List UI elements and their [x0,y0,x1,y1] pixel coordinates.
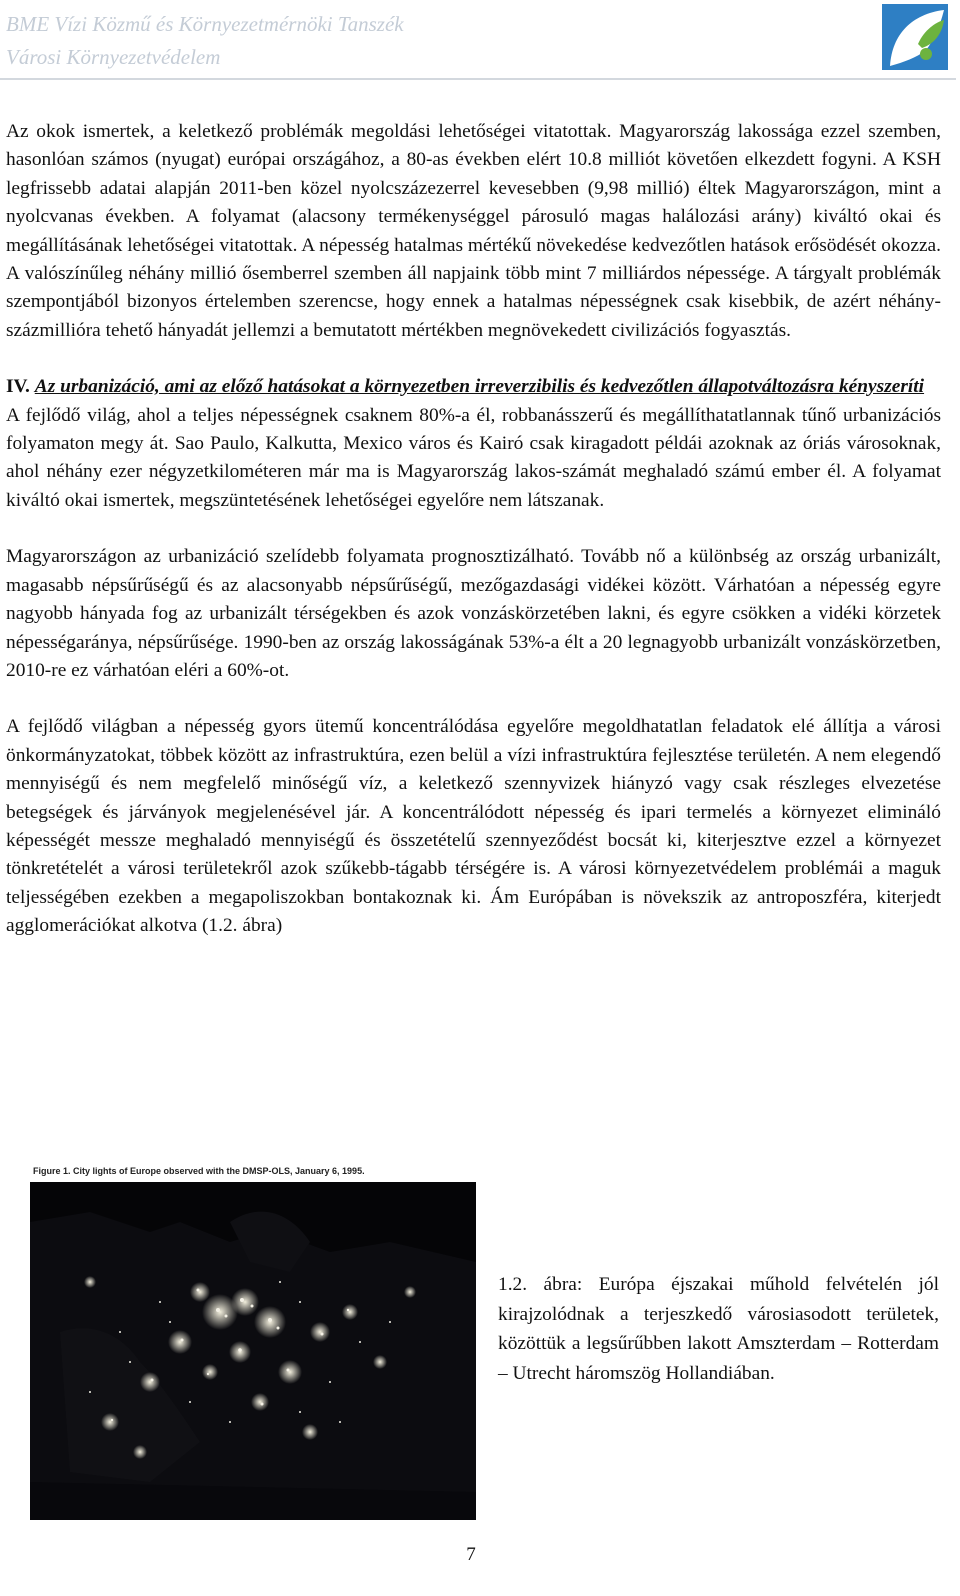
paragraph-population: Az okok ismertek, a keletkező problémák megoldási lehetőségei vitatottak. Magyarország lakossága ezzel szemben, hasonlóan számos (nyugat) európai országához, a 80-as években elért 10.8 milliót követően elkezdett fogyni. A KSH legfrissebb adatai alapján 2011-ben közel nyolcszázezerrel kevesebben (9,98 millió) éltek Magyarországon, mint a nyolcvanas években. A folyamat (alacsony termékenységgel párosuló magas halálozási arány) kiváltó okai és megállításának lehetőségei vitatottak. A népesség hatalmas mértékű növekedése kedvezőtlen hatások erősödését okozza. A valószínűleg néhány millió ősemberrel szemben áll napjaink több mint 7 milliárdos népessége. A tárgyalt problémák szempontjából bizonyos értelemben szerencse, hogy ennek a hatalmas népességnek csak kisebbik, de azért néhány-százmillióra tehető hányadát jellemzi a bemutatott mértékben megnövekedett civilizációs fogyasztás. [6,121,941,341]
department-logo-icon [882,4,948,70]
figure-caption: 1.2. ábra: Európa éjszakai műhold felvételén jól kirajzolódnak a terjeszkedő városiasodott területek, közöttük a legsűrűbben lakott Amszterdam – Rotterdam – Utrecht háromszög Hollandiában. [498,1274,939,1384]
header-department: BME Vízi Közmű és Környezetmérnöki Tanszék [6,12,404,36]
section-title-text: Az urbanizáció, ami az előző hatásokat a környezetben irreverzibilis és kedvezőtlen állapotváltozásra kényszeríti [34,376,925,398]
europe-night-lights-image [30,1182,476,1520]
section-number: IV. [6,376,30,398]
page-number: 7 [466,1544,476,1565]
document-body [6,118,941,941]
page-header [0,0,960,78]
paragraph-hungary-urbanization: Magyarországon az urbanizáció szelídebb folyamata prognosztizálható. Tovább nő a különbség az ország urbanizált, magasabb népsűrűségű és az alacsonyabb népsűrűségű, mezőgazdasági vidékei között. Várhatóan a népesség egyre nagyobb hányada fog az urbanizált térségekben és azok vonzáskörzetében lakni, és egyre csökken a vidéki körzetek népességaránya, népsűrűsége. 1990-ben az ország lakosságának 53%-a élt a 20 legnagyobb urbanizált vonzáskörzetben, 2010-re ez várhatóan eléri a 60%-ot. [6,546,941,681]
figure-title: Figure 1. City lights of Europe observed with the DMSP-OLS, January 6, 1995. [33,1166,365,1176]
section-heading-iv [6,373,941,401]
paragraph-developing-world: A fejlődő világ, ahol a teljes népességnek csaknem 80%-a él, robbanásszerű és megállíthatatlannak tűnő urbanizációs folyamaton megy át. Sao Paulo, Kalkutta, Mexico város és Kairó csak kiragadott példái azoknak az óriás városoknak, ahol néhány ezer négyzetkilométeren már ma is Magyarország lakos-számát meghaladó számú ember él. A folyamat kiváltó okai ismertek, megszüntetésének lehetőségei egyelőre nem látszanak. [6,404,941,511]
header-course: Városi Környezetvédelem [6,45,221,69]
header-divider [0,78,956,80]
paragraph-infrastructure: A fejlődő világban a népesség gyors ütemű koncentrálódása egyelőre megoldhatatlan feladatok elé állítja a városi önkormányzatokat, többek között az infrastruktúra, ezen belül a vízi infrastruktúra fejlesztése területén. A nem elegendő mennyiségű és nem megfelelő minőségű víz, a keletkező szennyvizek hiányzó vagy csak részleges elvezetése betegségek és járványok megjelenésével jár. A koncentrálódott népesség és ipari termelés a környezet elimináló képességét messze meghaladó mennyiségű és összetételű szennyeződést bocsát ki, kiterjesztve ezzel a környezet tönkretételét a városi területekről azok szűkebb-tágabb térségére is. A városi környezetvédelem problémái a maguk teljességében ezekben a megapoliszokban bontakoznak ki. Ám Európában is növekszik az antroposzféra, kiterjedt agglomerációkat alkotva (1.2. ábra) [6,716,941,937]
